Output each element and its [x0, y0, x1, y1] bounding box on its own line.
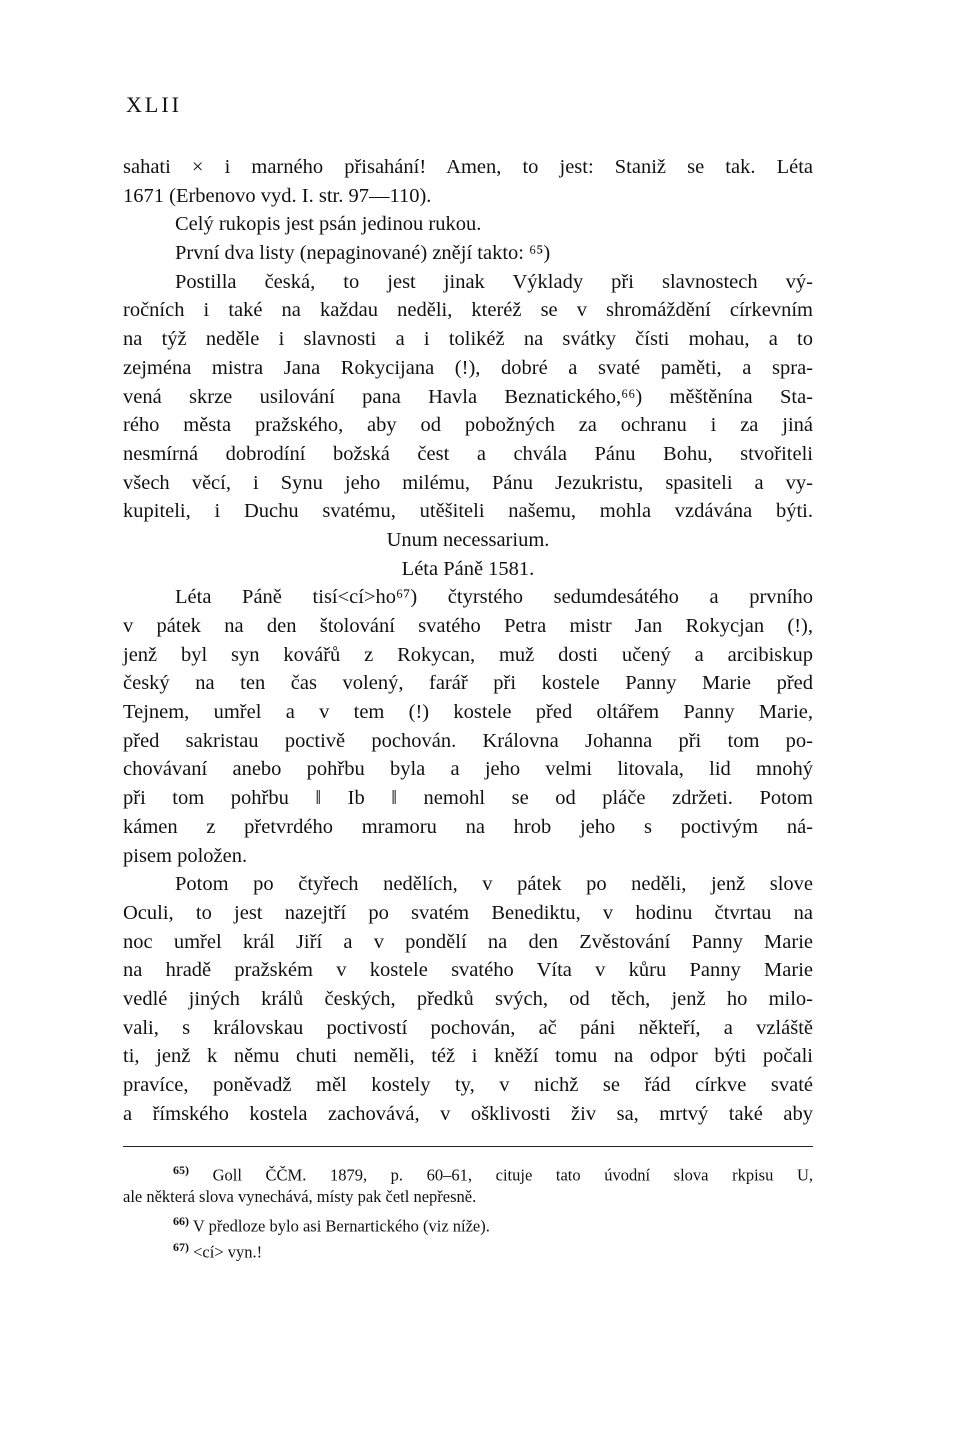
footnote-text: ale některá slova vynechává, místy pak četl nepřesně. — [123, 1186, 477, 1206]
footnote-separator — [123, 1146, 813, 1147]
footnote-line — [123, 1209, 813, 1235]
footnote-mark: 66) — [173, 1214, 189, 1228]
text-line: při tom pohřbu ‖ Ib ‖ nemohl se od pláče zdržeti. Potom — [123, 787, 813, 810]
text-line: na týž neděle i slavnosti a i tolikéž na svátky čísti mohau, a to — [123, 328, 813, 351]
footnote-mark: 65) — [173, 1163, 189, 1177]
text-line: Unum necessarium. — [386, 528, 550, 551]
text-line: Léta Páně 1581. — [401, 557, 535, 580]
body-text — [123, 153, 813, 1128]
text-line: vená skrze usilování pana Havla Beznatického,⁶⁶) měštěnína Sta- — [123, 385, 813, 408]
text-line: na hradě pražském v kostele svatého Víta v kůru Panny Marie — [123, 959, 813, 982]
text-line: všech věcí, i Synu jeho milému, Pánu Jezukristu, spasiteli a vy- — [123, 471, 813, 494]
text-line: v pátek na den štolování svatého Petra mistr Jan Rokycjan (!), — [123, 615, 813, 637]
page-number: XLII — [126, 92, 182, 117]
text-line: Léta Páně tisí<cí>ho⁶⁷) čtyrstého sedumdesátého a prvního — [175, 586, 813, 609]
text-line: kupiteli, i Duchu svatému, utěšiteli našemu, mohla vzdávána býti. — [123, 500, 813, 523]
text-line: vali, s královskau poctivostí pochován, ač páni někteří, a vzláště — [123, 1016, 813, 1039]
footnote-text: Goll ČČM. 1879, p. 60–61, cituje tato úvodní slova rkpisu U, — [212, 1165, 813, 1185]
text-line: pisem položen. — [123, 844, 248, 867]
text-line: Celý rukopis jest psán jedinou rukou. — [175, 213, 482, 236]
text-line: jenž byl syn kovářů z Rokycan, muž dosti učený a arcibiskup — [123, 643, 813, 666]
text-line: noc umřel král Jiří a v pondělí na den Zvěstování Panny Marie — [123, 930, 813, 953]
footnote-line — [123, 1235, 813, 1261]
text-line: ti, jenž k němu chuti neměli, též i kněží tomu na odpor býti počali — [123, 1045, 813, 1068]
text-line: nesmírná dobrodíní božská čest a chvála Pánu Bohu, stvořiteli — [123, 442, 813, 465]
text-line: První dva listy (nepaginované) znějí takto: ⁶⁵) — [175, 242, 551, 265]
text-line: rého města pražského, aby od pobožných za ochranu i za jiná — [123, 414, 813, 437]
text-line: Tejnem, umřel a v tem (!) kostele před oltářem Panny Marie, — [123, 701, 813, 724]
text-line: chovávaní anebo pohřbu byla a jeho velmi litovala, lid mnohý — [123, 758, 813, 781]
footnote-line — [123, 1158, 813, 1184]
text-line: Potom po čtyřech nedělích, v pátek po neděli, jenž slove — [175, 873, 813, 896]
text-line: český na ten čas volený, farář při kostele Panny Marie před — [123, 672, 813, 695]
footnote-text: V předloze bylo asi Bernartického (viz níže). — [192, 1216, 490, 1236]
text-line: ročních i také na každau neděli, kteréž se v shromáždění církevním — [123, 299, 813, 322]
text-line: vedlé jiných králů českých, předků svých, od těch, jenž ho milo- — [123, 987, 813, 1010]
text-line: 1671 (Erbenovo vyd. I. str. 97—110). — [123, 184, 432, 207]
footnote-mark: 67) — [173, 1239, 189, 1254]
footnote-text: <cí> vyn.! — [193, 1242, 263, 1261]
text-line: zejména mistra Jana Rokycijana (!), dobré a svaté paměti, a spra- — [123, 356, 813, 379]
text-line: a římského kostela zachovává, v ošklivosti živ sa, mrtvý také aby — [123, 1102, 813, 1125]
text-line: Postilla česká, to jest jinak Výklady při slavnostech vý- — [175, 270, 813, 293]
text-line: Oculi, to jest nazejtří po svatém Benediktu, v hodinu čtvrtau na — [123, 901, 813, 924]
text-line: před sakristau poctivě pochován. Královna Johanna při tom po- — [123, 729, 813, 752]
footnotes — [123, 1158, 813, 1260]
text-line: sahati × i marného přisahání! Amen, to jest: Staniž se tak. Léta — [123, 156, 813, 178]
text-line: kámen z přetvrdého mramoru na hrob jeho s poctivým ná- — [123, 815, 813, 838]
footnote-line — [123, 1184, 813, 1210]
text-line: pravíce, poněvadž měl kostely ty, v nichž se řád církve svaté — [123, 1074, 813, 1096]
